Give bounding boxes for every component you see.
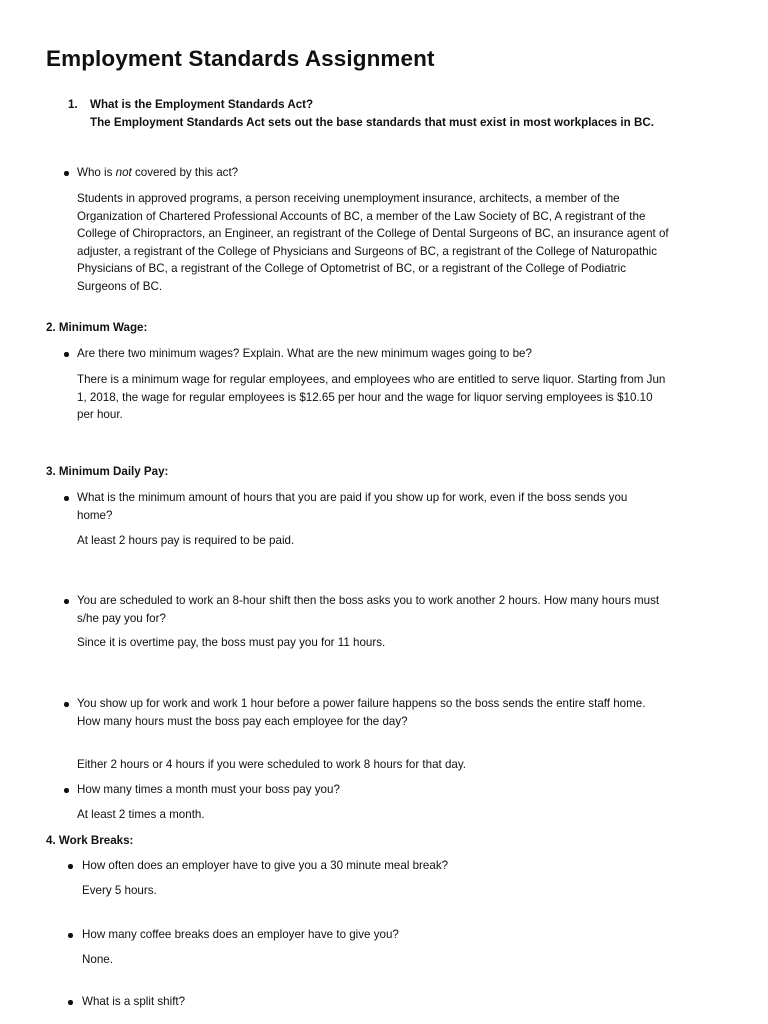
bullet-icon — [68, 864, 73, 869]
bullet-icon — [68, 933, 73, 938]
daily-pay-question-4: How many times a month must your boss pay you? — [77, 783, 340, 796]
q1-number: 1. — [68, 98, 78, 111]
daily-pay-question-2: You are scheduled to work an 8-hour shift then the boss asks you to work another 2 hours. How many hours must s/he pay you for? — [77, 594, 660, 625]
answer-line: College of Chiropractors, an Engineer, an registrant of the College of Dental Surgeons of BC, an insurance agent of — [77, 227, 669, 240]
work-breaks-question-1: How often does an employer have to give you a 30 minute meal break? — [82, 859, 449, 872]
q1-question: What is the Employment Standards Act? — [90, 98, 314, 111]
bullet-icon — [64, 702, 69, 707]
document-title: Employment Standards Assignment — [46, 46, 435, 71]
answer-line: Students in approved programs, a person receiving unemployment insurance, architects, a member of the — [77, 192, 620, 205]
section-minimum-daily-pay-heading: 3. Minimum Daily Pay: — [46, 465, 169, 478]
answer-line: Organization of Chartered Professional Accounts of BC, a member of the Law Society of BC, A registrant of the — [77, 209, 646, 223]
section-work-breaks-heading: 4. Work Breaks: — [46, 834, 134, 847]
daily-pay-answer-3: Either 2 hours or 4 hours if you were scheduled to work 8 hours for that day. — [77, 758, 467, 771]
section-minimum-wage-heading: 2. Minimum Wage: — [46, 321, 148, 334]
answer-line: Physicians of BC, a registrant of the College of Optometrist of BC, or a registrant of the College of Podiatric — [77, 262, 627, 275]
answer-line: 1, 2018, the wage for regular employees is $12.65 per hour and the wage for liquor serving employees is $10.10 — [77, 390, 653, 404]
work-breaks-question-3: What is a split shift? — [82, 995, 186, 1008]
q1-answer: The Employment Standards Act sets out the base standards that must exist in most workplaces in BC. — [90, 116, 654, 129]
answer-line: Surgeons of BC. — [77, 279, 163, 293]
daily-pay-question-1: What is the minimum amount of hours that you are paid if you show up for work, even if the boss sends you home? — [77, 491, 628, 522]
daily-pay-answer-2: Since it is overtime pay, the boss must pay you for 11 hours. — [77, 636, 386, 649]
daily-pay-answer-4: At least 2 times a month. — [77, 808, 205, 821]
daily-pay-answer-1: At least 2 hours pay is required to be paid. — [77, 534, 295, 547]
work-breaks-question-2: How many coffee breaks does an employer have to give you? — [82, 928, 399, 941]
bullet-icon — [64, 599, 69, 604]
bullet-icon — [64, 496, 69, 501]
not-covered-question: Who is not covered by this act? — [77, 166, 239, 179]
minimum-wage-question: Are there two minimum wages? Explain. What are the new minimum wages going to be? — [77, 347, 532, 360]
bullet-icon — [64, 352, 69, 357]
daily-pay-question-3: You show up for work and work 1 hour before a power failure happens so the boss sends the entire staff home. How many hours must the boss pay each employee for the day? — [77, 697, 646, 728]
answer-line: There is a minimum wage for regular employees, and employees who are entitled to serve liquor. Starting from Jun — [77, 373, 666, 386]
answer-line: adjuster, a registrant of the College of Physicians and Surgeons of BC, a registrant of the College of Naturopathic — [77, 244, 658, 258]
answer-line: per hour. — [77, 408, 123, 421]
bullet-icon — [64, 171, 69, 176]
minimum-wage-answer — [77, 371, 665, 424]
bullet-icon — [64, 788, 69, 793]
work-breaks-answer-2: None. — [82, 953, 113, 966]
work-breaks-answer-1: Every 5 hours. — [82, 884, 157, 897]
bullet-icon — [68, 1000, 73, 1005]
not-covered-answer — [77, 190, 669, 295]
